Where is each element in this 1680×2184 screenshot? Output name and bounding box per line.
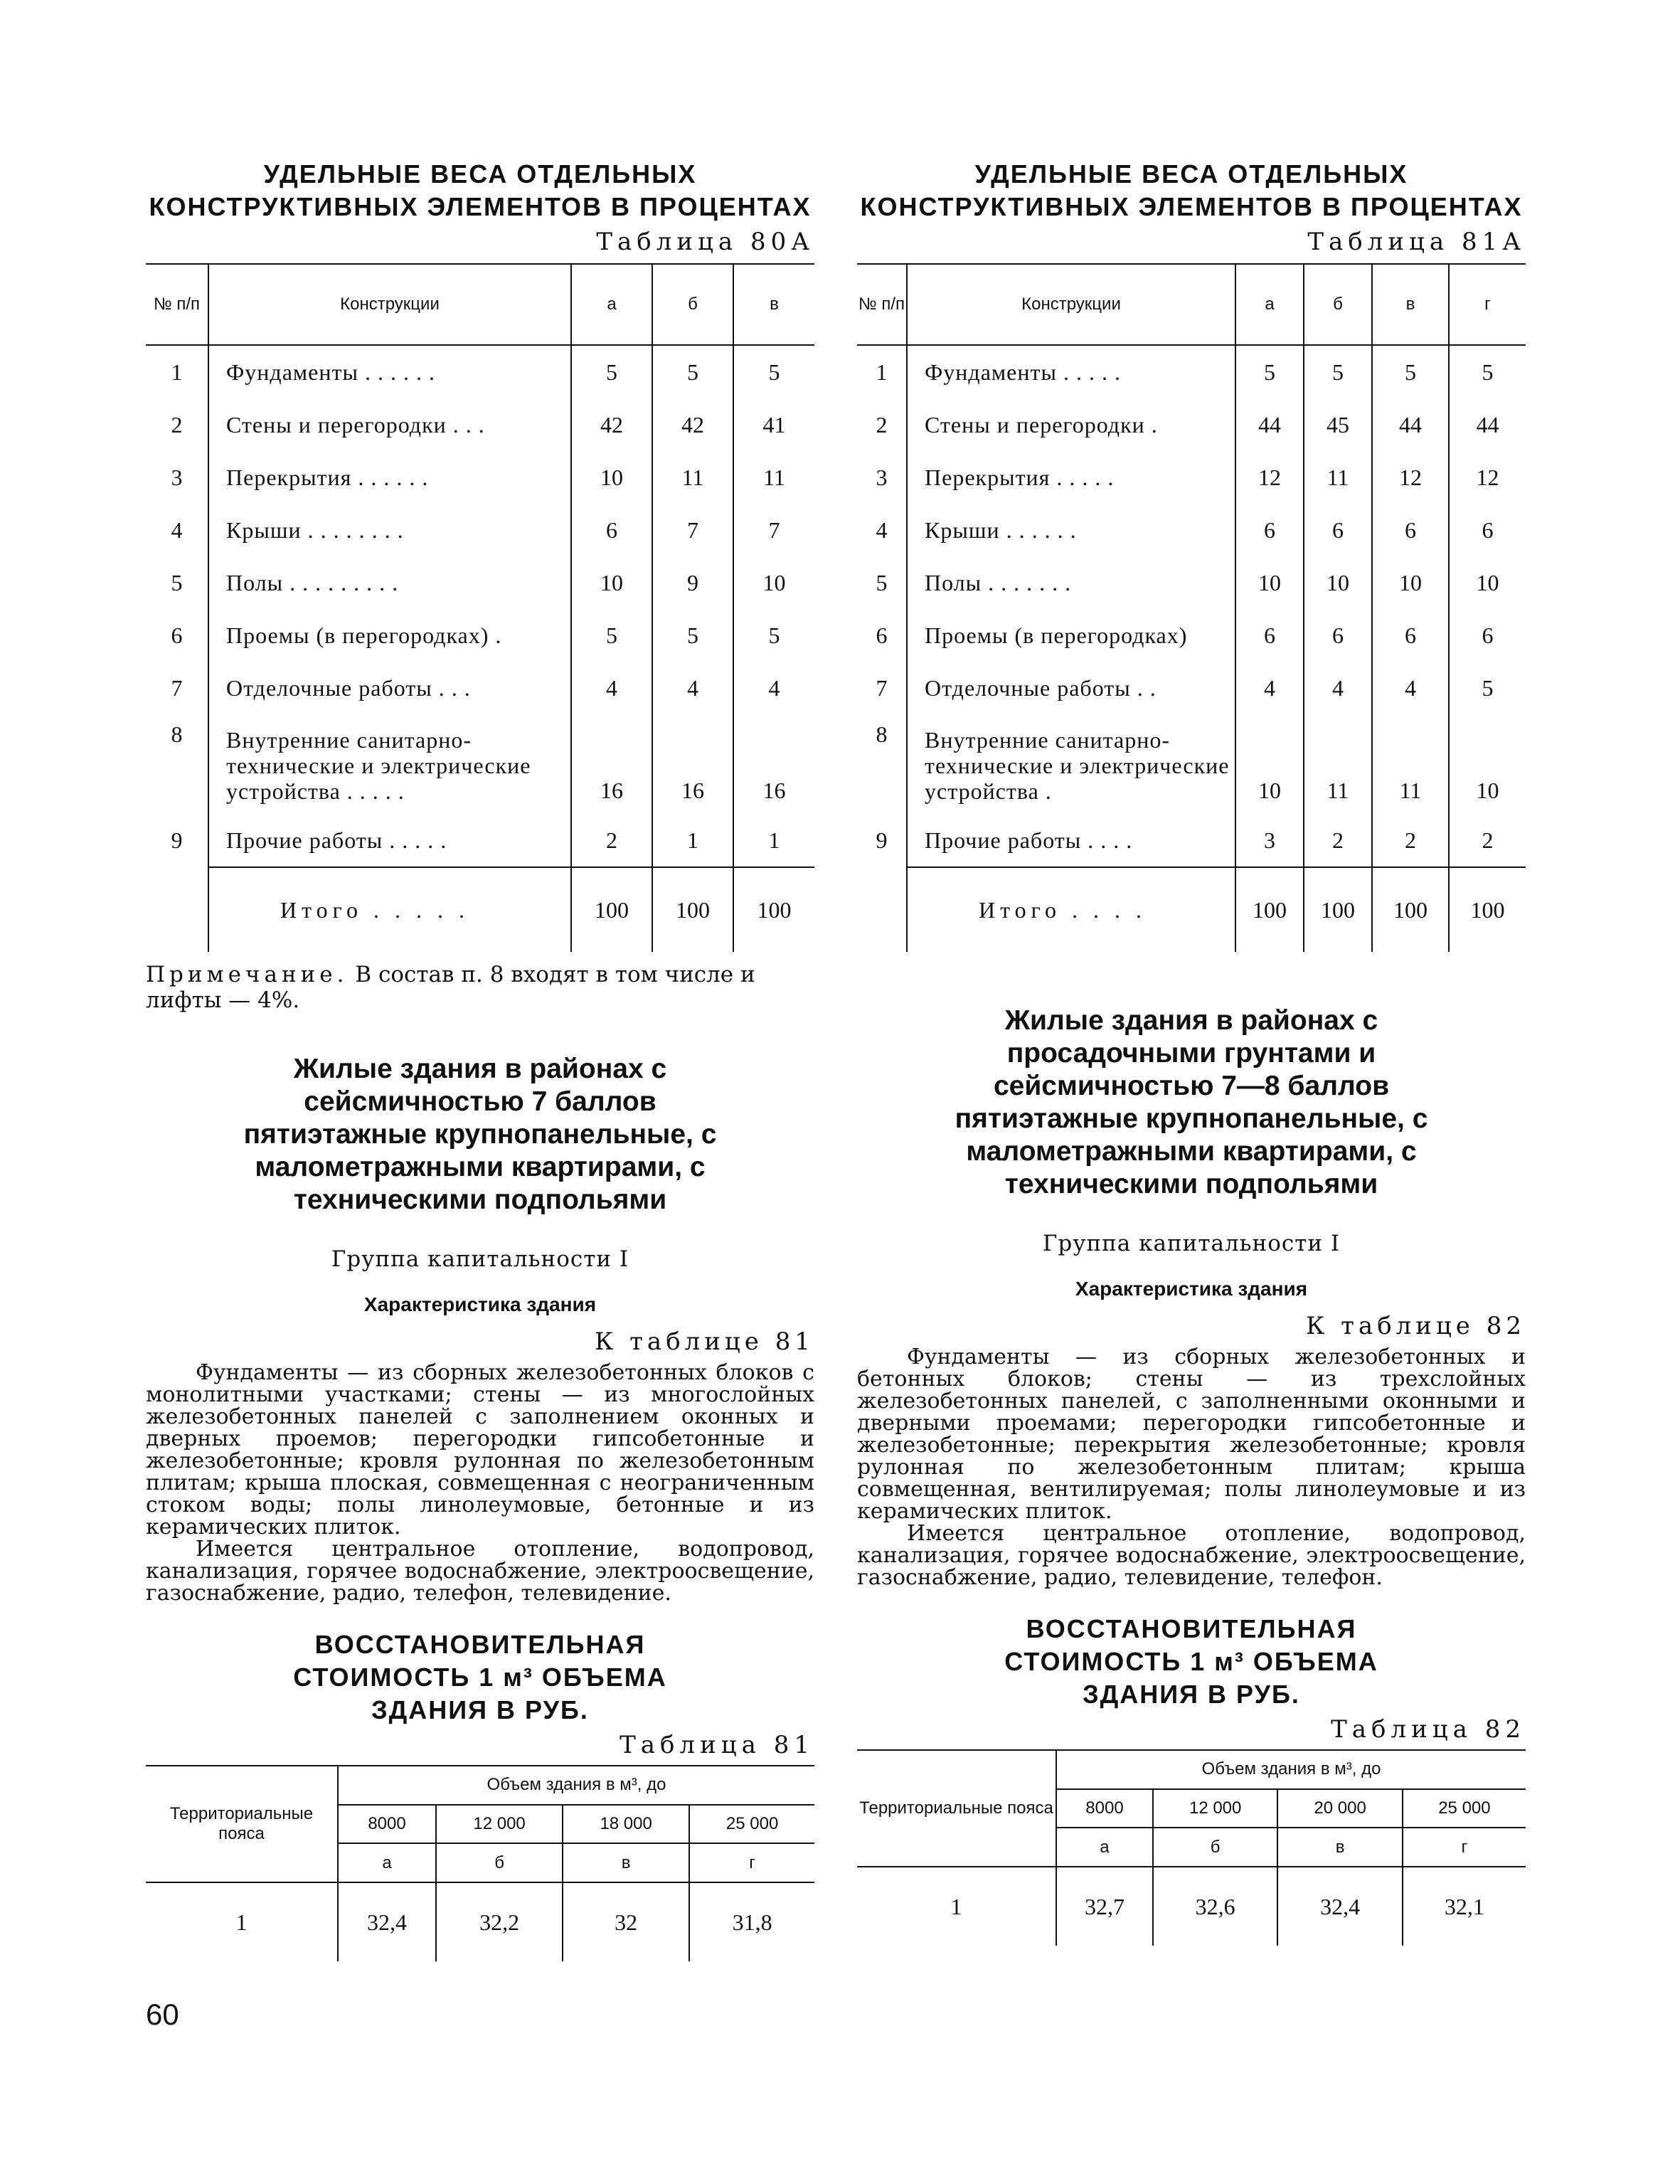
characteristic-heading: Характеристика здания (1075, 1278, 1308, 1300)
table-row (857, 451, 1526, 504)
volume-header: Объем здания в м³, до (1056, 1750, 1526, 1789)
table-row (857, 398, 1526, 451)
row-name: Крыши . . . . . . (907, 504, 1235, 556)
cell: 11 (1304, 714, 1372, 814)
cell: 5 (571, 345, 652, 398)
cell: 7 (652, 504, 733, 556)
total-row (146, 867, 814, 952)
col-header-b: б (652, 264, 733, 345)
right-column (857, 0, 1526, 1946)
cell: 6 (1449, 609, 1526, 662)
table-row (857, 345, 1526, 398)
cell: 10 (1372, 556, 1449, 609)
building-title: Жилые здания в районах с просадочными грунтами и сейсмичностью 7—8 баллов пятиэтажные крупнопанельные, с малометражными квартирами, с техническими подпольями (955, 1005, 1428, 1199)
letter-b: б (436, 1843, 563, 1882)
cell: 12 (1449, 451, 1526, 504)
row-number: 6 (171, 622, 183, 648)
col-header-number: № п/п (858, 295, 905, 314)
cell: 5 (1449, 345, 1526, 398)
cell: 11 (1372, 714, 1449, 814)
cell: 44 (1372, 398, 1449, 451)
row-name: Проемы (в перегородках) (907, 609, 1235, 662)
cell: 9 (652, 556, 733, 609)
row-number: 3 (876, 464, 888, 490)
cell: 2 (1449, 814, 1526, 867)
col-header-v: в (1372, 264, 1449, 345)
total-cell: 100 (1235, 867, 1304, 952)
col-header-a: а (571, 264, 652, 345)
weights-table-81a (857, 263, 1526, 952)
cell: 6 (1304, 504, 1372, 556)
cost-table-label: Таблица 82 (1331, 1715, 1526, 1744)
cell: 3 (1235, 814, 1304, 867)
cost-table-82 (857, 1749, 1526, 1946)
page-number: 60 (146, 1998, 179, 2031)
row-name: Перекрытия . . . . . . (208, 451, 571, 504)
table-row (146, 609, 814, 662)
cell: 6 (1235, 504, 1304, 556)
col-header-v: в (733, 264, 814, 345)
volume-18000: 18 000 (563, 1805, 689, 1844)
row-name: Прочие работы . . . . (907, 814, 1235, 867)
table-row (146, 504, 814, 556)
zone-cell: 1 (950, 1893, 962, 1919)
cell: 5 (571, 609, 652, 662)
cell: 1 (733, 814, 814, 867)
cell: 10 (1235, 714, 1304, 814)
section-header: УДЕЛЬНЫЕ ВЕСА ОТДЕЛЬНЫХ КОНСТРУКТИВНЫХ ЭЛЕМЕНТОВ В ПРОЦЕНТАХ (860, 159, 1523, 221)
row-number: 4 (171, 516, 183, 543)
note-text: В состав п. 8 входят в том числе и лифты — 4%. (146, 962, 755, 1013)
cell: 16 (652, 714, 733, 814)
table-note (146, 962, 814, 1013)
row-name: Крыши . . . . . . . . (208, 504, 571, 556)
col-header-b: б (1304, 264, 1372, 345)
row-number: 4 (876, 516, 888, 543)
cost-cell: 32,7 (1056, 1867, 1153, 1946)
cell: 45 (1304, 398, 1372, 451)
total-cell: 100 (1449, 867, 1526, 952)
cost-row (857, 1867, 1526, 1946)
cell: 4 (571, 662, 652, 714)
cell: 2 (1304, 814, 1372, 867)
cost-row (146, 1882, 814, 1961)
section-header: УДЕЛЬНЫЕ ВЕСА ОТДЕЛЬНЫХ КОНСТРУКТИВНЫХ ЭЛЕМЕНТОВ В ПРОЦЕНТАХ (149, 159, 812, 221)
row-name: Перекрытия . . . . . (907, 451, 1235, 504)
cost-cell: 32,2 (436, 1882, 563, 1961)
row-name: Отделочные работы . . . (208, 662, 571, 714)
row-name: Полы . . . . . . . . . (208, 556, 571, 609)
cost-cell: 32,1 (1403, 1867, 1526, 1946)
row-name: Полы . . . . . . . (907, 556, 1235, 609)
letter-g: г (689, 1843, 814, 1882)
row-number: 5 (876, 569, 888, 595)
cell: 4 (652, 662, 733, 714)
cell: 5 (733, 609, 814, 662)
total-cell: 100 (1304, 867, 1372, 952)
cell: 7 (733, 504, 814, 556)
volume-25000: 25 000 (689, 1805, 814, 1844)
cost-table-81 (146, 1765, 814, 1961)
letter-v: в (563, 1843, 689, 1882)
zone-cell: 1 (235, 1909, 248, 1935)
cell: 10 (1449, 714, 1526, 814)
cell: 12 (1235, 451, 1304, 504)
cell: 5 (733, 345, 814, 398)
total-row (857, 867, 1526, 952)
table-row (146, 556, 814, 609)
zone-header: Территориальные пояса (857, 1750, 1056, 1867)
row-name: Проемы (в перегородках) . (208, 609, 571, 662)
cost-table-label: Таблица 81 (620, 1731, 814, 1759)
cell: 5 (1449, 662, 1526, 714)
row-number: 8 (876, 721, 888, 747)
total-label: Итого . . . . (907, 867, 1235, 952)
cell: 10 (1235, 556, 1304, 609)
volume-25000: 25 000 (1403, 1789, 1526, 1828)
cost-cell: 32,6 (1153, 1867, 1277, 1946)
total-cell: 100 (652, 867, 733, 952)
cell: 42 (652, 398, 733, 451)
table-row (857, 556, 1526, 609)
total-cell: 100 (1372, 867, 1449, 952)
col-header-a: а (1235, 264, 1304, 345)
volume-12000: 12 000 (436, 1805, 563, 1844)
cost-header: ВОССТАНОВИТЕЛЬНАЯ СТОИМОСТЬ 1 м³ ОБЪЕМА ЗДАНИЯ В РУБ. (293, 1630, 667, 1724)
cell: 2 (1372, 814, 1449, 867)
cell: 4 (1372, 662, 1449, 714)
table-row (857, 714, 1526, 814)
total-label: Итого . . . . . (208, 867, 571, 952)
volume-8000: 8000 (1056, 1789, 1153, 1828)
cell: 12 (1372, 451, 1449, 504)
col-header-construction: Конструкции (208, 264, 571, 345)
characteristic-heading: Характеристика здания (363, 1293, 597, 1315)
cell: 1 (652, 814, 733, 867)
note-lead: Примечание. (146, 962, 349, 987)
cost-cell: 31,8 (689, 1882, 814, 1961)
row-number: 1 (876, 359, 888, 385)
utilities-paragraph: Имеется центральное отопление, водопровод, канализация, горячее водоснабжение, электроосвещение, газоснабжение, радио, телефон, телевидение. (146, 1537, 814, 1606)
cell: 5 (1235, 345, 1304, 398)
row-number: 5 (171, 569, 183, 595)
row-number: 1 (171, 359, 183, 385)
cell: 4 (733, 662, 814, 714)
cell: 44 (1235, 398, 1304, 451)
row-number: 6 (876, 622, 888, 648)
letter-g: г (1403, 1828, 1526, 1867)
cell: 11 (1304, 451, 1372, 504)
cell: 16 (733, 714, 814, 814)
cell: 6 (1235, 609, 1304, 662)
total-cell: 100 (571, 867, 652, 952)
cost-cell: 32,4 (338, 1882, 436, 1961)
description-paragraph: Фундаменты — из сборных железобетонных блоков с монолитными участками; стены — из многослойных железобетонных панелей с заполнением оконных и дверных проемов; перегородки гипсобетонные и железобетонные; кровля рулонная по железобетонным плитам; крыша плоская, совмещенная с неограниченным стоком воды; полы линолеумовые, бетонные и из керамических плиток. (146, 1360, 814, 1539)
cell: 11 (733, 451, 814, 504)
letter-a: а (1056, 1828, 1153, 1867)
weights-table-80a (146, 263, 814, 952)
cell: 11 (652, 451, 733, 504)
row-number: 3 (171, 464, 183, 490)
table-row (146, 662, 814, 714)
table-header-row (146, 264, 814, 345)
table-row (146, 814, 814, 867)
table-row (146, 345, 814, 398)
capital-group: Группа капитальности I (331, 1246, 629, 1272)
building-title: Жилые здания в районах с сейсмичностью 7 баллов пятиэтажные крупнопанельные, с малометражными квартирами, с техническими подпольями (243, 1054, 717, 1215)
total-cell: 100 (733, 867, 814, 952)
zone-header: Территориальные пояса (146, 1766, 338, 1882)
cell: 42 (571, 398, 652, 451)
row-name: Прочие работы . . . . . (208, 814, 571, 867)
row-name: Внутренние санитарно-технические и электрические устройства . (907, 714, 1235, 814)
utilities-paragraph: Имеется центральное отопление, водопровод, канализация, горячее водоснабжение, электроосвещение, газоснабжение, радио, телевидение, телефон. (857, 1521, 1526, 1590)
letter-v: в (1277, 1828, 1402, 1867)
table-row (146, 398, 814, 451)
cost-cell: 32 (563, 1882, 689, 1961)
row-name: Внутренние санитарно-технические и электрические устройства . . . . . (208, 714, 571, 814)
cell: 6 (571, 504, 652, 556)
col-header-construction: Конструкции (907, 264, 1235, 345)
row-name: Стены и перегородки . (907, 398, 1235, 451)
table-label: Таблица 80А (596, 228, 814, 256)
table-row (857, 504, 1526, 556)
table-row (857, 662, 1526, 714)
letter-a: а (338, 1843, 436, 1882)
cell: 10 (1449, 556, 1526, 609)
description-paragraph: Фундаменты — из сборных железобетонных и бетонных блоков; стены — из трехслойных железобетонных панелей, с заполненными оконными и дверными проемами; перегородки гипсобетонные и железобетонные; перекрытия железобетонные; кровля рулонная по железобетонным плитам; крыша совмещенная, вентилируемая; полы линолеумовые и из керамических плиток. (857, 1345, 1526, 1524)
table-row (857, 814, 1526, 867)
table-row (146, 451, 814, 504)
table-label: Таблица 81А (1307, 228, 1526, 256)
table-row (146, 714, 814, 814)
cell: 5 (652, 609, 733, 662)
capital-group: Группа капитальности I (1042, 1231, 1341, 1256)
row-name: Фундаменты . . . . . (907, 345, 1235, 398)
row-number: 8 (171, 721, 183, 747)
row-name: Отделочные работы . . (907, 662, 1235, 714)
cell: 6 (1449, 504, 1526, 556)
cell: 44 (1449, 398, 1526, 451)
col-header-number: № п/п (153, 295, 201, 314)
volume-12000: 12 000 (1153, 1789, 1277, 1828)
table-row (857, 609, 1526, 662)
to-table-label: К таблице 81 (595, 1327, 814, 1356)
cell: 4 (1235, 662, 1304, 714)
row-number: 7 (876, 674, 888, 701)
volume-8000: 8000 (338, 1805, 436, 1844)
cell: 6 (1304, 609, 1372, 662)
cell: 16 (571, 714, 652, 814)
table-header-row (857, 264, 1526, 345)
cell: 10 (733, 556, 814, 609)
cost-header: ВОССТАНОВИТЕЛЬНАЯ СТОИМОСТЬ 1 м³ ОБЪЕМА ЗДАНИЯ В РУБ. (1004, 1614, 1378, 1709)
row-number: 2 (171, 411, 183, 438)
cell: 5 (1304, 345, 1372, 398)
cell: 6 (1372, 609, 1449, 662)
to-table-label: К таблице 82 (1306, 1312, 1526, 1340)
cell: 10 (571, 556, 652, 609)
row-name: Стены и перегородки . . . (208, 398, 571, 451)
cell: 10 (1304, 556, 1372, 609)
row-number: 9 (876, 827, 888, 853)
left-column (146, 0, 814, 1961)
cell: 5 (1372, 345, 1449, 398)
cell: 6 (1372, 504, 1449, 556)
cell: 10 (571, 451, 652, 504)
cell: 2 (571, 814, 652, 867)
col-header-g: г (1449, 264, 1526, 345)
volume-20000: 20 000 (1277, 1789, 1402, 1828)
cell: 4 (1304, 662, 1372, 714)
row-number: 2 (876, 411, 888, 438)
cell: 5 (652, 345, 733, 398)
volume-header: Объем здания в м³, до (338, 1766, 814, 1805)
letter-b: б (1153, 1828, 1277, 1867)
row-number: 9 (171, 827, 183, 853)
cell: 41 (733, 398, 814, 451)
cost-cell: 32,4 (1277, 1867, 1402, 1946)
row-name: Фундаменты . . . . . . (208, 345, 571, 398)
row-number: 7 (171, 674, 183, 701)
